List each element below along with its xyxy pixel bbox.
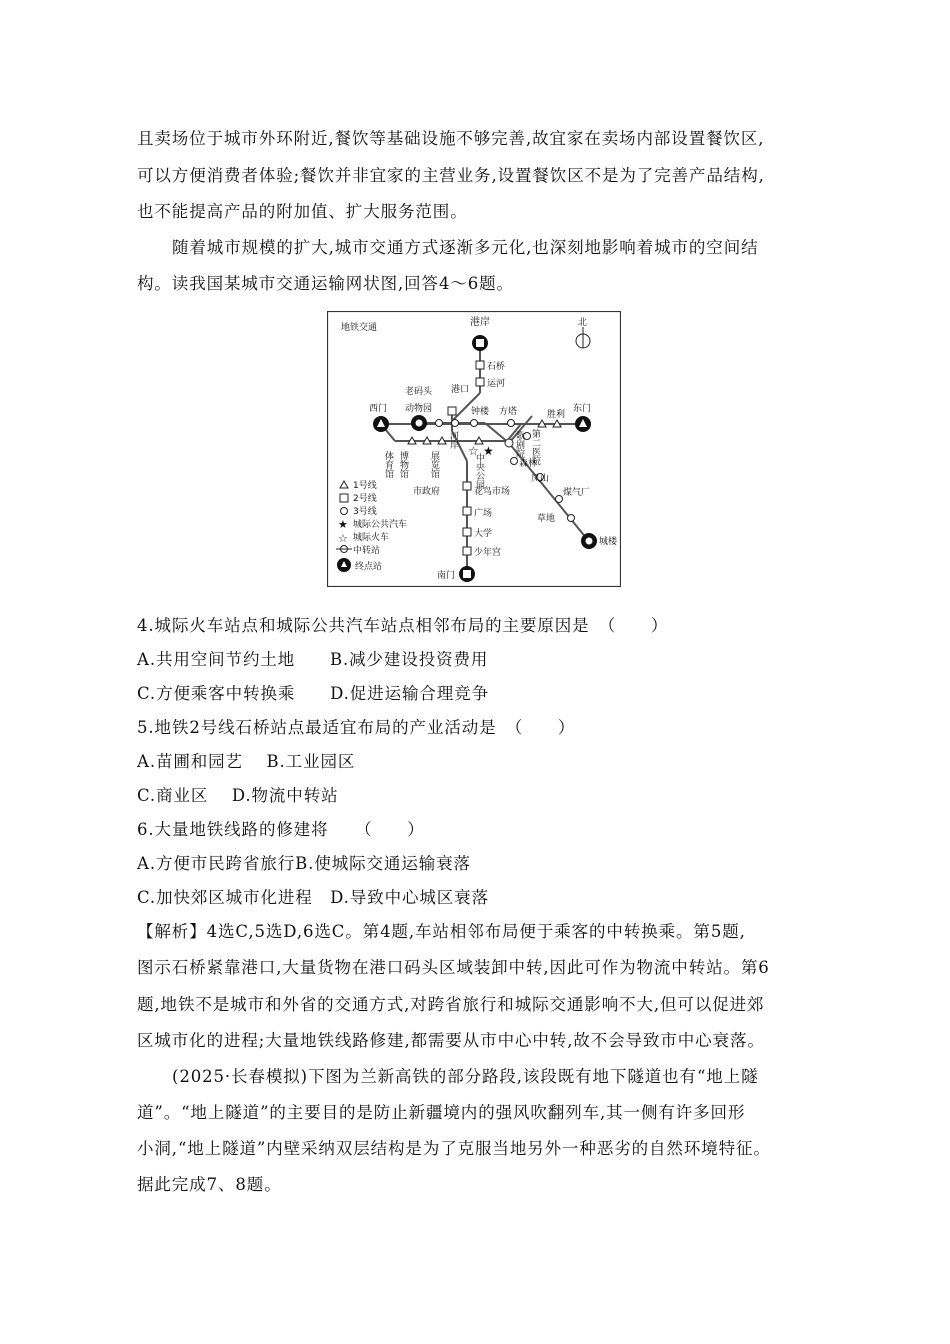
context-line: 构。读我国某城市交通运输网状图,回答4～6题。 [137, 274, 514, 293]
label-guangchang: 广场 [474, 509, 493, 519]
question-5-options: A.苗圃和园艺 B.工业园区 [137, 752, 356, 771]
legend-line3: 3号线 [353, 507, 377, 517]
label-dongwuyuan: 动物园 [405, 404, 433, 414]
question-6-options: A.方便市民跨省旅行B.使城际交通运输衰落 [137, 854, 471, 873]
label-chenglou: 城楼 [599, 537, 618, 547]
label-shizhengfu: 市政府 [413, 487, 441, 497]
label-zhonglou: 钟楼 [471, 407, 490, 417]
analysis-line: 图示石桥紧靠港口,大量货物在港口码头区域装卸中转,因此可作为物流中转站。第6 [137, 958, 770, 977]
label-shengli: 胜利 [547, 410, 566, 420]
question-6-stem: 6.大量地铁线路的修建将 （ ） [137, 820, 425, 839]
legend-line2: 2号线 [353, 494, 377, 504]
question-4-options: A.共用空间节约土地 B.减少建设投资费用 [137, 650, 489, 669]
north-label: 北 [578, 318, 588, 328]
analysis-line: 题,地铁不是城市和外省的交通方式,对跨省旅行和城际交通影响不大,但可以促进郊 [137, 995, 765, 1014]
intro-line: 可以方便消费者体验;餐饮并非宜家的主营业务,设置餐饮区不是为了完善产品结构, [137, 166, 765, 185]
label-caodi: 草地 [537, 514, 556, 524]
label-shaonian: 少年宫 [474, 548, 502, 558]
label-huaniao: 花鸟市场 [474, 487, 511, 497]
label-bowuguan: 博物馆 [398, 451, 408, 478]
question-5-stem: 5.地铁2号线石桥站点最适宜布局的产业活动是 （ ） [137, 718, 576, 737]
transit-network-map [327, 311, 621, 587]
intro-line: 且卖场位于城市外环附近,餐饮等基础设施不够完善,故宜家在卖场内部设置餐饮区, [137, 129, 765, 148]
label-gangkou: 港口 [451, 385, 470, 395]
next-intro-line: 小洞,“地上隧道”内壁采纳双层结构是为了克服当地另外一种恶劣的自然环境特征。 [137, 1139, 771, 1158]
analysis-line: 【解析】4选C,5选D,6选C。第4题,车站相邻布局便于乘客的中转换乘。第5题, [137, 922, 746, 941]
legend-terminal: 终点站 [355, 562, 383, 572]
question-4-stem: 4.城际火车站点和城际公共汽车站点相邻布局的主要原因是 （ ） [137, 616, 669, 635]
svg-text:☆: ☆ [338, 532, 348, 545]
label-gangan: 港岸 [470, 317, 490, 328]
label-dier: 第二医院 [530, 429, 540, 465]
map-title: 地铁交通 [341, 323, 378, 333]
label-tiyuguan: 体育馆 [383, 451, 393, 478]
label-nanmen: 南门 [437, 571, 456, 581]
label-ximen: 西门 [369, 404, 388, 414]
label-heyan: 河岸 [448, 431, 458, 449]
intro-line: 也不能提高产品的附加值、扩大服务范围。 [137, 202, 468, 221]
question-5-options: C.商业区 D.物流中转站 [137, 786, 339, 805]
train-star-icon: ☆ [468, 444, 479, 458]
label-daxue: 大学 [474, 529, 493, 539]
next-intro-line: (2025·长春模拟)下图为兰新高铁的部分路段,该段既有地下隧道也有“地上隧 [172, 1067, 759, 1086]
label-meiqi: 煤气厂 [563, 488, 591, 498]
label-fengshan: 凤山 [531, 474, 550, 484]
legend-line1: 1号线 [353, 481, 377, 491]
label-fangta: 方塔 [499, 407, 518, 417]
context-line: 随着城市规模的扩大,城市交通方式逐渐多元化,也深刻地影响着城市的空间结 [172, 238, 759, 257]
next-intro-line: 道”。“地上隧道”的主要目的是防止新疆境内的强风吹翻列车,其一侧有许多回形 [137, 1103, 746, 1122]
label-geju: 歌剧院 [514, 431, 524, 458]
label-laomatou: 老码头 [405, 387, 433, 397]
legend-train: 城际火车 [353, 533, 390, 543]
label-dongmen: 东门 [573, 404, 592, 414]
label-zhanlanguan: 展览馆 [429, 451, 439, 478]
label-yunhe: 运河 [487, 379, 506, 389]
label-shiqiao: 石桥 [487, 362, 506, 372]
analysis-line: 区城市化的进程;大量地铁线路修建,都需要从市中心中转,故不会导致市中心衰落。 [137, 1031, 765, 1050]
question-6-options: C.加快郊区城市化进程 D.导致中心城区衰落 [137, 888, 489, 907]
label-zhongyang: 中央公园 [474, 453, 484, 489]
next-intro-line: 据此完成7、8题。 [137, 1175, 282, 1194]
question-4-options: C.方便乘客中转换乘 D.促进运输合理竞争 [137, 684, 489, 703]
legend-transfer: 中转站 [353, 546, 381, 556]
svg-text:★: ★ [338, 518, 348, 531]
bus-star-icon: ★ [483, 444, 494, 458]
legend-bus: 城际公共汽车 [353, 520, 408, 530]
label-senlin: 森林 [519, 459, 538, 469]
